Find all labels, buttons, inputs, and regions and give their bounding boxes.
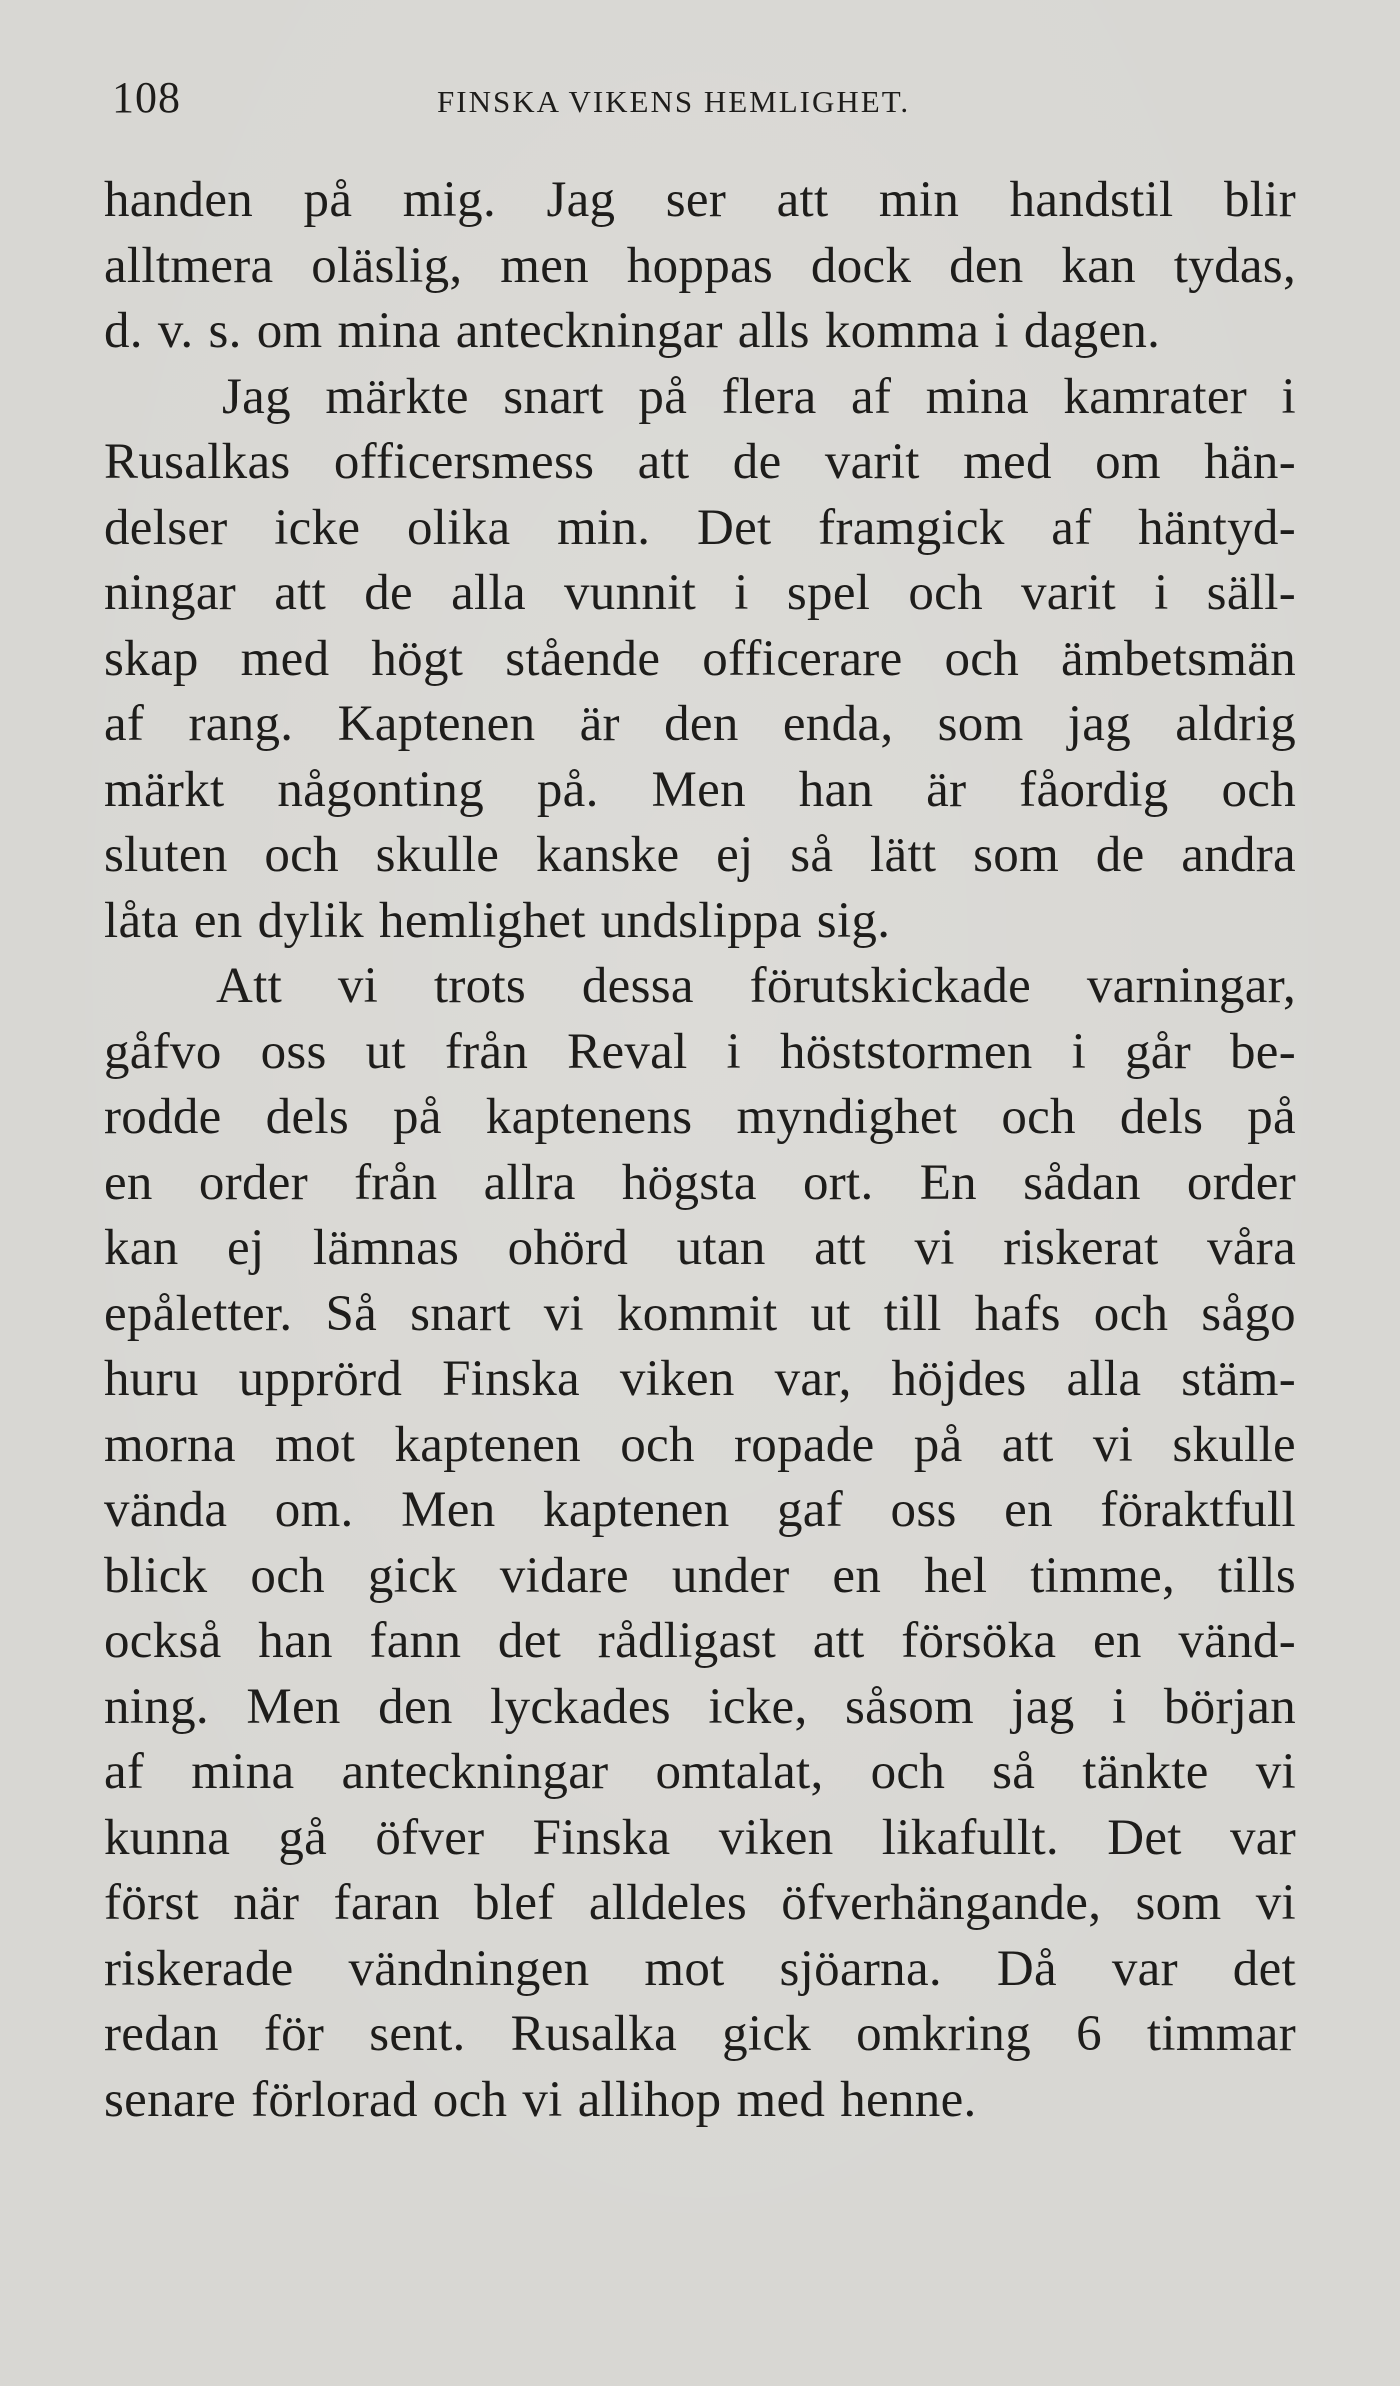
text-line: vända om. Men kaptenen gaf oss en föraktfull	[104, 1482, 1296, 1538]
text-line: af rang. Kaptenen är den enda, som jag aldrig	[104, 696, 1296, 752]
text-line: kan ej lämnas ohörd utan att vi riskerat våra	[104, 1220, 1296, 1276]
paragraph-first-line: Att vi trots dessa förutskickade varningar,	[216, 958, 1296, 1014]
body-text	[104, 168, 1296, 2133]
paragraph-first-line: Jag märkte snart på flera af mina kamrater i	[222, 368, 1296, 425]
text-line: huru upprörd Finska viken var, höjdes alla stäm-	[104, 1351, 1296, 1407]
text-line: Rusalkas officersmess att de varit med om hän-	[104, 434, 1296, 490]
text-line: alltmera oläslig, men hoppas dock den kan tydas,	[104, 237, 1296, 294]
text-line: kunna gå öfver Finska viken likafullt. Det var	[104, 1809, 1296, 1866]
text-line: delser icke olika min. Det framgick af häntyd-	[104, 499, 1296, 556]
text-line: morna mot kaptenen och ropade på att vi skulle	[104, 1416, 1296, 1473]
text-line: blick och gick vidare under en hel timme, tills	[104, 1547, 1296, 1604]
text-line: rodde dels på kaptenens myndighet och dels på	[104, 1089, 1296, 1145]
text-line: först när faran blef alldeles öfverhängande, som vi	[104, 1875, 1296, 1931]
page-header	[112, 72, 1292, 132]
text-line: låta en dylik hemlighet undslippa sig.	[104, 892, 891, 949]
text-line: gåfvo oss ut från Reval i höststormen i går be-	[104, 1023, 1296, 1080]
text-line: ning. Men den lyckades icke, såsom jag i början	[104, 1678, 1296, 1735]
text-line: senare förlorad och vi allihop med henne.	[104, 2071, 977, 2128]
text-line: ningar att de alla vunnit i spel och varit i säll-	[104, 565, 1296, 621]
text-line: redan för sent. Rusalka gick omkring 6 timmar	[104, 2006, 1296, 2062]
page-number: 108	[112, 73, 181, 122]
running-head: FINSKA VIKENS HEMLIGHET.	[437, 84, 911, 119]
text-line: en order från allra högsta ort. En sådan order	[104, 1154, 1296, 1211]
text-line: af mina anteckningar omtalat, och så tänkte vi	[104, 1744, 1296, 1800]
text-line: också han fann det rådligast att försöka en vänd-	[104, 1613, 1296, 1669]
text-line: sluten och skulle kanske ej så lätt som de andra	[104, 827, 1296, 883]
text-line: märkt någonting på. Men han är fåordig och	[104, 761, 1296, 818]
text-line: d. v. s. om mina anteckningar alls komma i dagen.	[104, 303, 1161, 359]
text-line: epåletter. Så snart vi kommit ut till hafs och sågo	[104, 1285, 1296, 1342]
text-line: riskerade vändningen mot sjöarna. Då var det	[104, 1940, 1296, 1997]
text-line: handen på mig. Jag ser att min handstil blir	[104, 172, 1296, 228]
text-line: skap med högt stående officerare och ämbetsmän	[104, 630, 1296, 687]
